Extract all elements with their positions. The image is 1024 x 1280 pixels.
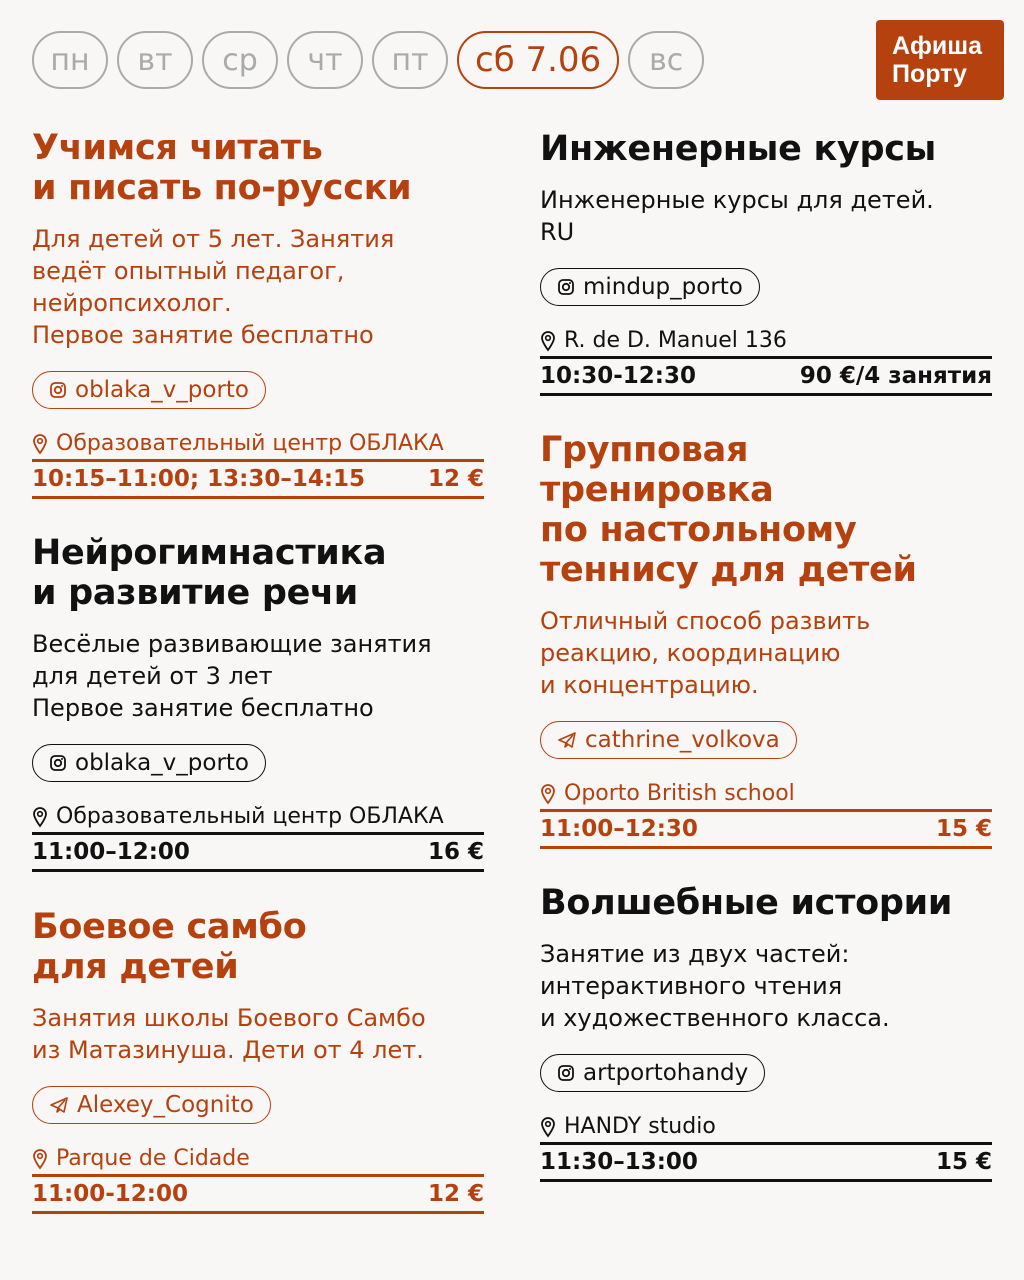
event-location bbox=[32, 429, 484, 459]
contact-link[interactable] bbox=[32, 744, 266, 782]
instagram-icon bbox=[49, 754, 67, 772]
location-text: HANDY studio bbox=[564, 1114, 716, 1139]
location-pin-icon bbox=[540, 783, 556, 805]
event-schedule bbox=[32, 1174, 484, 1214]
event-card bbox=[32, 533, 484, 872]
event-schedule bbox=[540, 809, 992, 849]
event-card bbox=[32, 907, 484, 1214]
location-pin-icon bbox=[32, 806, 48, 828]
instagram-icon bbox=[49, 381, 67, 399]
instagram-icon bbox=[557, 278, 575, 296]
event-schedule bbox=[540, 356, 992, 396]
event-schedule bbox=[32, 832, 484, 872]
event-title: Боевое самбо для детей bbox=[32, 907, 307, 987]
event-schedule bbox=[540, 1142, 992, 1182]
event-price: 12 € bbox=[427, 1181, 484, 1207]
contact-link[interactable] bbox=[540, 268, 760, 306]
instagram-icon bbox=[557, 1064, 575, 1082]
event-location bbox=[32, 1144, 484, 1174]
contact-handle: oblaka_v_porto bbox=[75, 377, 249, 403]
contact-link[interactable] bbox=[540, 721, 797, 759]
event-price: 15 € bbox=[935, 816, 992, 842]
contact-handle: Alexey_Cognito bbox=[77, 1092, 254, 1118]
logo-line2: Порту bbox=[892, 60, 967, 88]
event-time: 11:30–13:00 bbox=[540, 1149, 698, 1175]
event-time: 11:00-12:00 bbox=[32, 1181, 188, 1207]
location-pin-icon bbox=[32, 1148, 48, 1170]
location-pin-icon bbox=[540, 1116, 556, 1138]
event-price: 90 €/4 занятия bbox=[799, 363, 992, 389]
day-tab-3[interactable]: чт bbox=[287, 31, 363, 89]
event-description: Инженерные курсы для детей. RU bbox=[540, 186, 934, 246]
event-card bbox=[540, 883, 992, 1182]
logo-line1: Афиша bbox=[892, 32, 983, 60]
event-schedule bbox=[32, 459, 484, 499]
event-time: 11:00–12:30 bbox=[540, 816, 698, 842]
location-text: Oporto British school bbox=[564, 781, 795, 806]
day-tab-1[interactable]: вт bbox=[117, 31, 193, 89]
day-tab-6[interactable]: вс bbox=[628, 31, 704, 89]
event-time: 10:30-12:30 bbox=[540, 363, 696, 389]
contact-handle: cathrine_volkova bbox=[585, 727, 780, 753]
day-selector bbox=[32, 31, 704, 89]
day-tab-0[interactable]: пн bbox=[32, 31, 108, 89]
event-title: Групповая тренировка по настольному теннису для детей bbox=[540, 430, 917, 590]
event-price: 15 € bbox=[935, 1149, 992, 1175]
location-text: R. de D. Manuel 136 bbox=[564, 328, 787, 353]
event-card bbox=[540, 430, 992, 849]
contact-handle: oblaka_v_porto bbox=[75, 750, 249, 776]
event-location bbox=[540, 779, 992, 809]
contact-link[interactable] bbox=[540, 1054, 765, 1092]
event-card bbox=[540, 129, 992, 396]
event-title: Инженерные курсы bbox=[540, 129, 936, 169]
day-tab-5[interactable]: сб 7.06 bbox=[457, 31, 619, 89]
location-text: Образовательный центр ОБЛАКА bbox=[56, 804, 444, 829]
telegram-icon bbox=[557, 731, 577, 749]
event-title: Нейрогимнастика и развитие речи bbox=[32, 533, 387, 613]
event-time: 11:00–12:00 bbox=[32, 839, 190, 865]
location-pin-icon bbox=[540, 330, 556, 352]
location-pin-icon bbox=[32, 433, 48, 455]
contact-link[interactable] bbox=[32, 1086, 271, 1124]
afisha-porto-logo bbox=[876, 20, 1004, 100]
day-tab-2[interactable]: ср bbox=[202, 31, 278, 89]
event-description: Занятие из двух частей: интерактивного чтения и художественного класса. bbox=[540, 940, 890, 1032]
day-tab-4[interactable]: пт bbox=[372, 31, 448, 89]
event-description: Для детей от 5 лет. Занятия ведёт опытный педагог, нейропсихолог. Первое занятие бесплатно bbox=[32, 225, 395, 349]
event-title: Волшебные истории bbox=[540, 883, 953, 923]
event-description: Занятия школы Боевого Самбо из Матазинуша. Дети от 4 лет. bbox=[32, 1004, 426, 1064]
event-location bbox=[540, 1112, 992, 1142]
event-description: Весёлые развивающие занятия для детей от 3 лет Первое занятие бесплатно bbox=[32, 630, 432, 722]
contact-handle: artportohandy bbox=[583, 1060, 749, 1086]
event-description: Отличный способ развить реакцию, координацию и концентрацию. bbox=[540, 607, 871, 699]
telegram-icon bbox=[49, 1096, 69, 1114]
contact-link[interactable] bbox=[32, 371, 266, 409]
event-title: Учимся читать и писать по-русски bbox=[32, 128, 412, 208]
event-location bbox=[540, 326, 992, 356]
location-text: Parque de Cidade bbox=[56, 1146, 250, 1171]
event-price: 16 € bbox=[427, 839, 484, 865]
event-location bbox=[32, 802, 484, 832]
contact-handle: mindup_porto bbox=[583, 274, 743, 300]
event-card bbox=[32, 128, 484, 499]
event-price: 12 € bbox=[427, 466, 484, 492]
location-text: Образовательный центр ОБЛАКА bbox=[56, 431, 444, 456]
event-time: 10:15–11:00; 13:30–14:15 bbox=[32, 466, 366, 492]
